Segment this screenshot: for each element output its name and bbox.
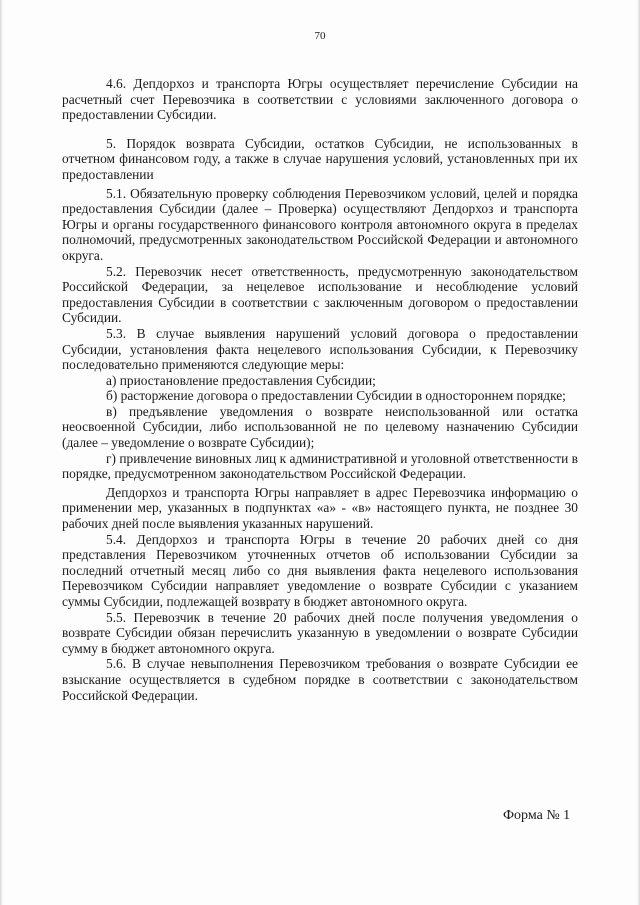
measure-v: в) предъявление уведомления о возврате неиспользованной или остатка неосвоенной Субсидии, либо использованной не по целевому назначению Субсидии (далее – уведомление о возврате Субсидии); bbox=[62, 403, 578, 451]
measure-a: а) приостановление предоставления Субсидии; bbox=[106, 372, 376, 388]
measure-g: г) привлечение виновных лиц к административной и уголовной ответственности в порядке, предусмотренном законодательством Российской Федерации. bbox=[62, 450, 578, 482]
paragraph-5-4: 5.4. Депдорхоз и транспорта Югры в течение 20 рабочих дней со дня представления Перевозчиком уточненных отчетов об использовании Субсидии за последний отчетный месяц либо со дня выявления факта нецелевого использования Перевозчиком Субсидии направляет уведомление о возврате Субсидии с указанием суммы Субсидии, подлежащей возврату в бюджет автономного округа. bbox=[62, 531, 578, 609]
paragraph-5-2: 5.2. Перевозчик несет ответственность, предусмотренную законодательством Российской Федерации, за нецелевое использование и несоблюдение условий предоставления Субсидии в соответствии с заключенным договором о предоставлении Субсидии. bbox=[62, 263, 578, 326]
page-number: 70 bbox=[314, 30, 326, 42]
scan-edge-left bbox=[0, 0, 3, 905]
paragraph-4-6: 4.6. Депдорхоз и транспорта Югры осуществляет перечисление Субсидии на расчетный счет Перевозчика в соответствии с условиями заключенного договора о предоставлении Субсидии. bbox=[62, 76, 578, 123]
section-5-heading: 5. Порядок возврата Субсидии, остатков Субсидии, не использованных в отчетном финансовом году, а также в случае нарушения условий, установленных при их предоставлении bbox=[62, 135, 578, 182]
form-label: Форма № 1 bbox=[503, 808, 571, 823]
paragraph-5-6: 5.6. В случае невыполнения Перевозчиком требования о возврате Субсидии ее взыскание осуществляется в судебном порядке в соответствии с законодательством Российской Федерации. bbox=[62, 656, 578, 703]
paragraph-notification: Депдорхоз и транспорта Югры направляет в адрес Перевозчика информацию о применении мер, указанных в подпунктах «а» - «в» настоящего пункта, не позднее 30 рабочих дней после выявления указанных нарушений. bbox=[62, 484, 578, 532]
measure-b: б) расторжение договора о предоставлении Субсидии в одностороннем порядке; bbox=[106, 388, 566, 404]
paragraph-5-5: 5.5. Перевозчик в течение 20 рабочих дней после получения уведомления о возврате Субсидии обязан перечислить указанную в уведомлении о возврате Субсидии сумму в бюджет автономного округа. bbox=[62, 609, 578, 656]
document-body bbox=[62, 76, 578, 703]
paragraph-5-3: 5.3. В случае выявления нарушений условий договора о предоставлении Субсидии, установления факта нецелевого использования Субсидии, к Перевозчику последовательно применяются следующие меры: bbox=[62, 325, 578, 373]
paragraph-5-1: 5.1. Обязательную проверку соблюдения Перевозчиком условий, целей и порядка предоставления Субсидии (далее – Проверка) осуществляют Депдорхоз и транспорта Югры и органы государственного финансового контроля автономного округа в пределах полномочий, предусмотренных законодательством Российской Федерации и автономного округа. bbox=[62, 185, 578, 263]
